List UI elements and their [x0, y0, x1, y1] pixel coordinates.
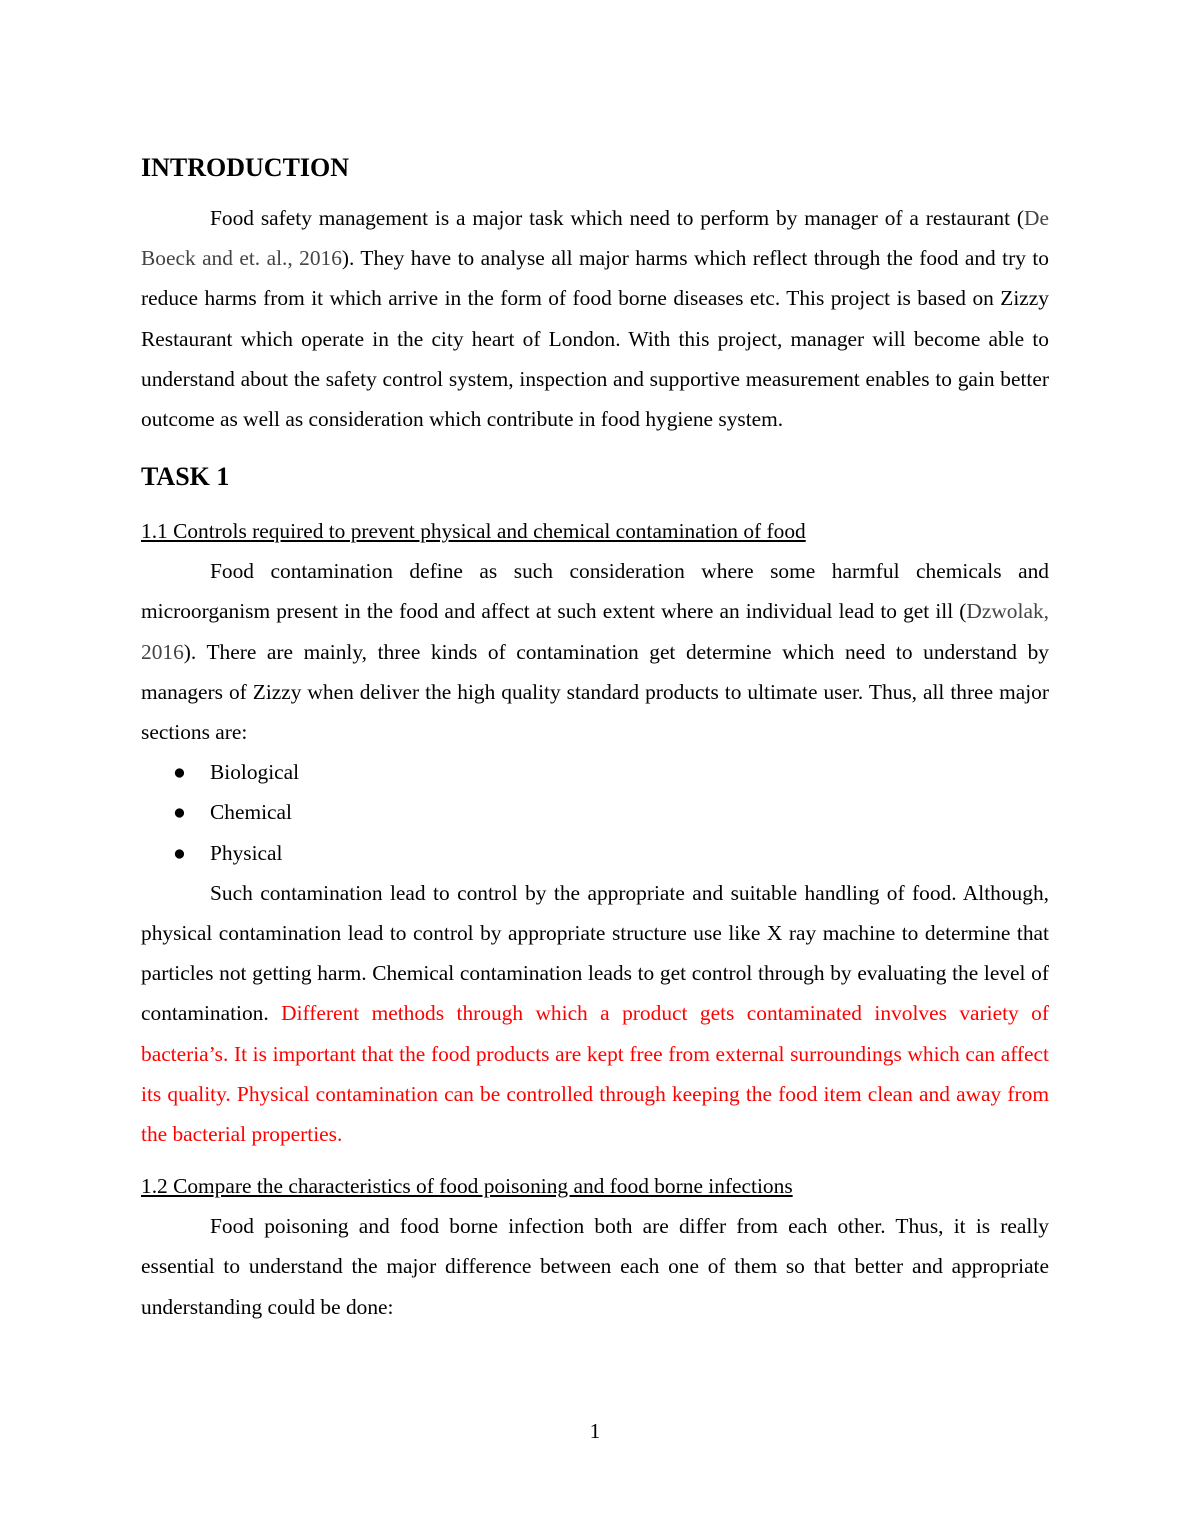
task1-heading: TASK 1 — [141, 462, 230, 492]
contamination-list — [141, 752, 1049, 873]
s11-citation: Dzwolak, 2016 — [141, 599, 1049, 664]
section-1-2-paragraph-1: Food poisoning and food borne infection both are differ from each other. Thus, it is really essential to understand the major difference between each one of them so that better and appropriate understanding could be done: — [141, 1214, 1049, 1319]
s11-p2-black-text: Such contamination lead to control by the appropriate and suitable handling of food. Although, physical contamination lead to control by appropriate structure use like X ray machine to determine that particles not getting harm. Chemical contamination leads to get control through by evaluating the level of contamination. — [141, 880, 1049, 1026]
list-item — [141, 792, 1049, 832]
list-item-label: Biological — [210, 760, 300, 785]
s11-p2-highlighted-text: Different methods through which a product gets contaminated involves variety of bacteria’s. It is important that the food products are kept free from external surroundings which can affect its quality. Physical contamination can be controlled through keeping the food item clean and away from the bacterial properties. — [141, 1001, 1049, 1147]
s11-text-end: ). There are mainly, three kinds of contamination get determine which need to understand by managers of Zizzy when deliver the high quality standard products to ultimate user. Thus, all three major sections are: — [141, 639, 1049, 745]
intro-citation: De Boeck and et. al., 2016 — [141, 206, 1049, 271]
intro-paragraph — [141, 198, 1049, 439]
list-item — [141, 833, 1049, 873]
intro-text-start: Food safety management is a major task which need to perform by manager of a restaurant ( — [210, 206, 1025, 230]
intro-heading: INTRODUCTION — [141, 153, 350, 182]
section-1-1-title: 1.1 Controls required to prevent physical and chemical contamination of food — [141, 519, 806, 544]
document-page — [141, 148, 1049, 1327]
section-1-2-title: 1.2 Compare the characteristics of food poisoning and food borne infections — [141, 1174, 793, 1199]
bullet-icon: ● — [173, 800, 186, 825]
intro-text-end: ). They have to analyse all major harms which reflect through the food and try to reduce harms from it which arrive in the form of food borne diseases etc. This project is based on Zizzy Restaurant which operate in the city heart of London. With this project, manager will become able to understand about the safety control system, inspection and supportive measurement enables to gain better outcome as well as consideration which contribute in food hygiene system. — [141, 246, 1049, 432]
section-1-1-paragraph-2 — [141, 873, 1049, 1154]
list-item — [141, 752, 1049, 792]
page-number: 1 — [589, 1419, 601, 1443]
bullet-icon: ● — [173, 760, 186, 785]
list-item-label: Physical — [210, 840, 283, 865]
section-1-1-paragraph-1 — [141, 551, 1049, 752]
bullet-icon: ● — [173, 840, 186, 865]
s11-text-start: Food contamination define as such consideration where some harmful chemicals and microorganism present in the food and affect at such extent where an individual lead to get ill ( — [141, 559, 1049, 624]
list-item-label: Chemical — [210, 800, 292, 825]
